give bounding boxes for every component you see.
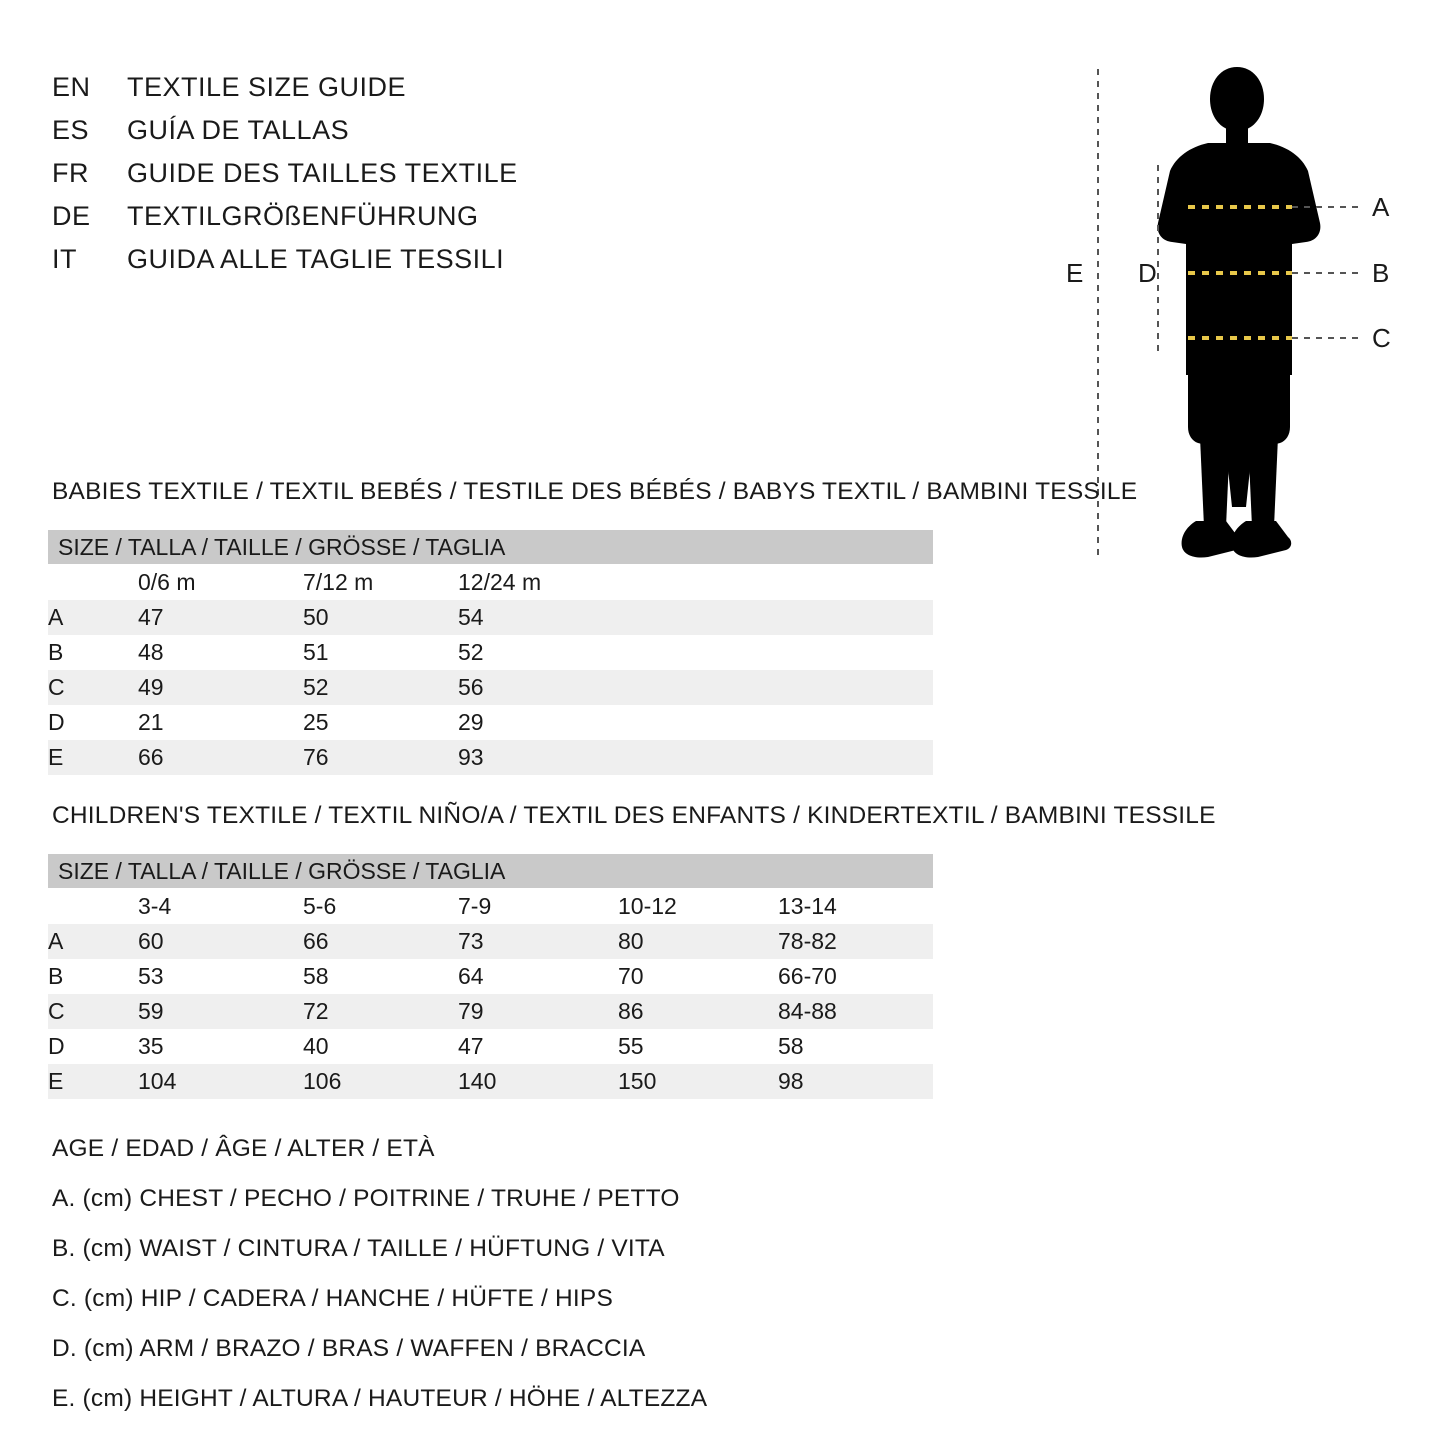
cell-value: 58 — [303, 959, 458, 994]
cell-value: 70 — [618, 959, 778, 994]
language-code: EN — [52, 72, 91, 102]
column-header: 13-14 — [778, 888, 933, 924]
legend-line: D. (cm) ARM / BRAZO / BRAS / WAFFEN / BRACCIA — [52, 1335, 646, 1362]
cell-value: 140 — [458, 1064, 618, 1099]
cell-value: 104 — [138, 1064, 303, 1099]
language-title: TEXTILGRÖßENFÜHRUNG — [127, 201, 479, 231]
language-title: GUIDA ALLE TAGLIE TESSILI — [127, 244, 505, 274]
language-row — [52, 115, 752, 146]
cell-value: 47 — [458, 1029, 618, 1064]
language-title: TEXTILE SIZE GUIDE — [127, 72, 407, 102]
row-label: B — [48, 635, 138, 670]
babies-section-title: BABIES TEXTILE / TEXTIL BEBÉS / TESTILE DES BÉBÉS / BABYS TEXTIL / BAMBINI TESSILE — [52, 478, 1138, 505]
table-row — [48, 1064, 933, 1099]
cell-value: 59 — [138, 994, 303, 1029]
cell-value: 50 — [303, 600, 458, 635]
cell-value: 66-70 — [778, 959, 933, 994]
cell-value: 76 — [303, 740, 458, 775]
cell-value: 47 — [138, 600, 303, 635]
cell-value: 86 — [618, 994, 778, 1029]
cell-value: 79 — [458, 994, 618, 1029]
table-row — [48, 600, 933, 635]
table-row — [48, 1029, 933, 1064]
language-code: FR — [52, 158, 89, 188]
row-label: A — [48, 600, 138, 635]
column-header: 10-12 — [618, 888, 778, 924]
cell-value: 84-88 — [778, 994, 933, 1029]
language-title: GUÍA DE TALLAS — [127, 115, 350, 145]
table-row — [48, 705, 933, 740]
marker-label-a: A — [1372, 192, 1390, 222]
legend-line: C. (cm) HIP / CADERA / HANCHE / HÜFTE / HIPS — [52, 1285, 614, 1312]
cell-value: 53 — [138, 959, 303, 994]
row-label: D — [48, 1029, 138, 1064]
cell-value: 48 — [138, 635, 303, 670]
marker-label-d: D — [1138, 258, 1157, 288]
cell-value: 51 — [303, 635, 458, 670]
table-row — [48, 924, 933, 959]
cell-value: 64 — [458, 959, 618, 994]
legend-line: AGE / EDAD / ÂGE / ALTER / ETÀ — [52, 1135, 435, 1162]
row-label: E — [48, 740, 138, 775]
cell-value: 78-82 — [778, 924, 933, 959]
cell-value: 60 — [138, 924, 303, 959]
column-header: 3-4 — [138, 888, 303, 924]
cell-value: 72 — [303, 994, 458, 1029]
babies-table-header: SIZE / TALLA / TAILLE / GRÖSSE / TAGLIA — [48, 530, 933, 564]
table-row — [48, 994, 933, 1029]
language-code: DE — [52, 201, 91, 231]
legend-line: B. (cm) WAIST / CINTURA / TAILLE / HÜFTUNG / VITA — [52, 1235, 665, 1262]
language-title: GUIDE DES TAILLES TEXTILE — [127, 158, 518, 188]
column-header: 12/24 m — [458, 564, 933, 600]
table-row — [48, 959, 933, 994]
table-header-row — [48, 854, 933, 888]
children-size-table — [48, 854, 933, 1099]
marker-label-b: B — [1372, 258, 1390, 288]
cell-value: 106 — [303, 1064, 458, 1099]
cell-value: 35 — [138, 1029, 303, 1064]
legend-line: A. (cm) CHEST / PECHO / POITRINE / TRUHE / PETTO — [52, 1185, 680, 1212]
column-header: 7-9 — [458, 888, 618, 924]
cell-value: 150 — [618, 1064, 778, 1099]
cell-value: 80 — [618, 924, 778, 959]
language-title-list — [52, 72, 752, 287]
children-table-header: SIZE / TALLA / TAILLE / GRÖSSE / TAGLIA — [48, 854, 933, 888]
language-row — [52, 158, 752, 189]
cell-value: 52 — [458, 635, 933, 670]
row-label: C — [48, 670, 138, 705]
children-section-title: CHILDREN'S TEXTILE / TEXTIL NIÑO/A / TEXTIL DES ENFANTS / KINDERTEXTIL / BAMBINI TESSILE — [52, 802, 1216, 829]
cell-value: 21 — [138, 705, 303, 740]
cell-value: 98 — [778, 1064, 933, 1099]
marker-label-e: E — [1066, 258, 1084, 288]
column-header: 0/6 m — [138, 564, 303, 600]
table-header-row — [48, 530, 933, 564]
cell-value: 66 — [138, 740, 303, 775]
cell-value: 93 — [458, 740, 933, 775]
babies-size-table — [48, 530, 933, 775]
cell-value: 66 — [303, 924, 458, 959]
cell-value: 40 — [303, 1029, 458, 1064]
legend-line: E. (cm) HEIGHT / ALTURA / HAUTEUR / HÖHE / ALTEZZA — [52, 1385, 708, 1412]
row-label: E — [48, 1064, 138, 1099]
language-row — [52, 201, 752, 232]
row-label: B — [48, 959, 138, 994]
cell-value: 25 — [303, 705, 458, 740]
table-sizes-row — [48, 888, 933, 924]
table-row — [48, 635, 933, 670]
column-header: 5-6 — [303, 888, 458, 924]
empty-cell — [48, 564, 138, 600]
cell-value: 56 — [458, 670, 933, 705]
cell-value: 49 — [138, 670, 303, 705]
empty-cell — [48, 888, 138, 924]
cell-value: 55 — [618, 1029, 778, 1064]
cell-value: 29 — [458, 705, 933, 740]
cell-value: 58 — [778, 1029, 933, 1064]
cell-value: 52 — [303, 670, 458, 705]
language-code: IT — [52, 244, 77, 274]
cell-value: 54 — [458, 600, 933, 635]
row-label: A — [48, 924, 138, 959]
row-label: D — [48, 705, 138, 740]
marker-label-c: C — [1372, 323, 1391, 353]
column-header: 7/12 m — [303, 564, 458, 600]
table-row — [48, 670, 933, 705]
table-row — [48, 740, 933, 775]
language-code: ES — [52, 115, 90, 145]
measurement-legend — [52, 1135, 952, 1435]
child-silhouette-icon — [1158, 67, 1321, 558]
table-sizes-row — [48, 564, 933, 600]
row-label: C — [48, 994, 138, 1029]
language-row — [52, 244, 752, 275]
cell-value: 73 — [458, 924, 618, 959]
language-row — [52, 72, 752, 103]
